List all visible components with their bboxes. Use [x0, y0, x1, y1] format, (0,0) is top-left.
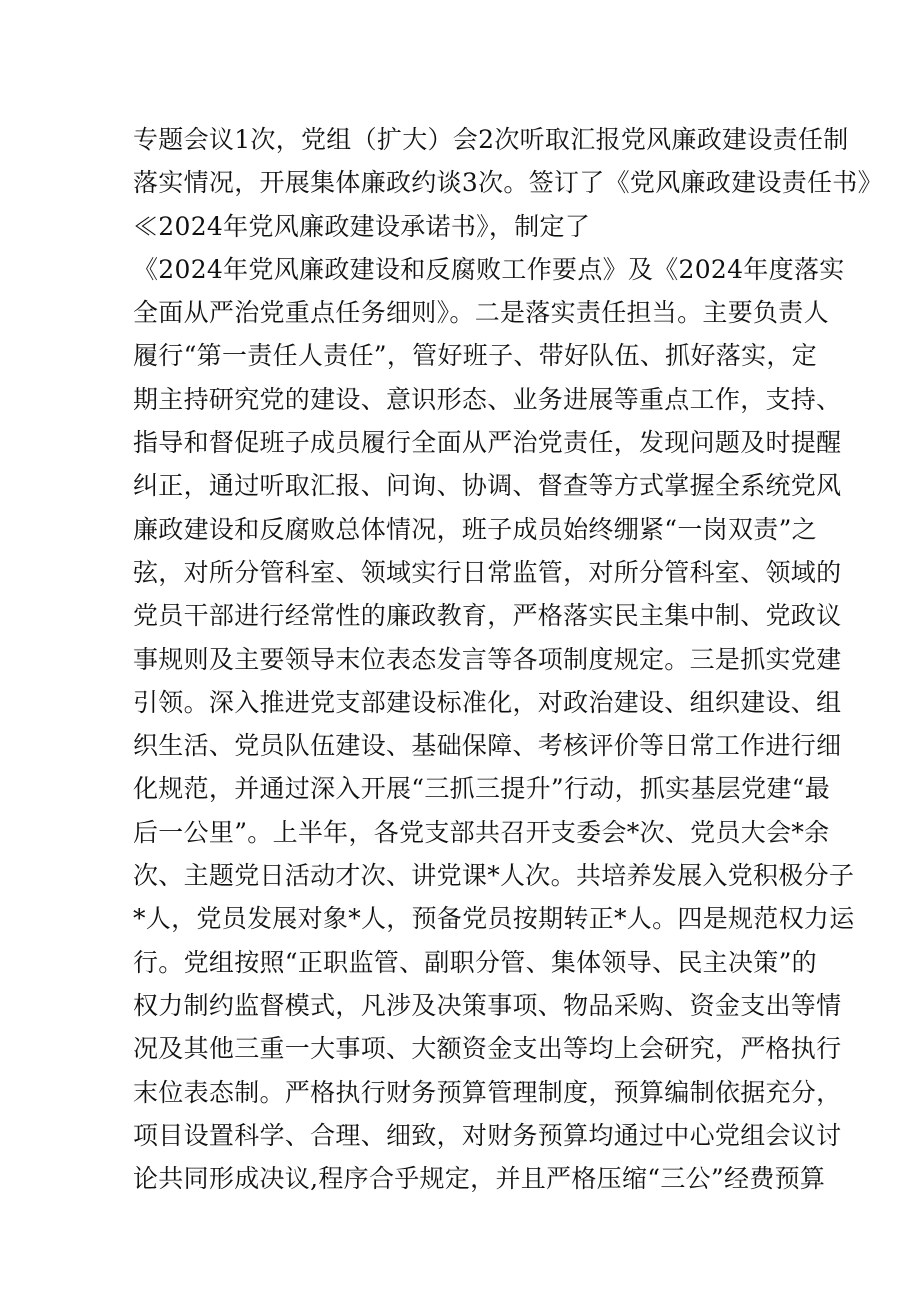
- text-line-18: 次、主题党日活动才次、讲党课*人次。共培养发展入党积极分子: [133, 861, 855, 891]
- text-line-23: 末位表态制。严格执行财务预算管理制度，预算编制依据充分，: [133, 1077, 842, 1107]
- text-line-12: 党员干部进行经常性的廉政教育，严格落实民主集中制、党政议: [133, 601, 842, 631]
- text-line-2: 落实情况，开展集体廉政约谈3次。签订了《党风廉政建设责任书》: [133, 168, 883, 198]
- text-line-20: 行。党组按照“正职监管、副职分管、集体领导、民主决策”的: [133, 947, 817, 977]
- text-line-6: 履行“第一责任人责任”，管好班子、带好队伍、抓好落实，定: [133, 341, 817, 371]
- text-line-1: 专题会议1次，党组（扩大）会2次听取汇报党风廉政建设责任制: [133, 125, 849, 154]
- text-line-21: 权力制约监督模式，凡涉及决策事项、物品采购、资金支出等情: [133, 990, 842, 1020]
- text-line-8: 指导和督促班子成员履行全面从严治党责任，发现问题及时提醒: [133, 428, 842, 458]
- text-line-15: 织生活、党员队伍建设、基础保障、考核评价等日常工作进行细: [133, 731, 842, 761]
- text-line-5: 全面从严治党重点任务细则》。二是落实责任担当。主要负责人: [133, 298, 829, 328]
- text-line-10: 廉政建设和反腐败总体情况，班子成员始终绷紧“一岗双责”之: [133, 514, 817, 544]
- text-line-11: 弦，对所分管科室、领域实行日常监管，对所分管科室、领域的: [133, 557, 842, 587]
- body-text: [133, 118, 883, 1200]
- text-line-16: 化规范，并通过深入开展“三抓三提升”行动，抓实基层党建“最: [133, 774, 831, 804]
- text-line-22: 况及其他三重一大事项、大额资金支出等均上会研究，严格执行: [133, 1034, 842, 1064]
- text-line-19: *人，党员发展对象*人，预备党员按期转正*人。四是规范权力运: [133, 904, 855, 934]
- text-line-4: 《2024年党风廉政建设和反腐败工作要点》及《2024年度落实: [133, 254, 845, 284]
- text-line-13: 事规则及主要领导末位表态发言等各项制度规定。三是抓实党建: [133, 644, 842, 674]
- text-line-17: 后一公里”。上半年，各党支部共召开支委会*次、党员大会*余: [133, 817, 830, 847]
- text-line-9: 纠正，通过听取汇报、问询、协调、督查等方式掌握全系统党风: [133, 471, 842, 501]
- text-line-7: 期主持研究党的建设、意识形态、业务进展等重点工作，支持、: [133, 384, 842, 414]
- text-line-24: 项目设置科学、合理、细致，对财务预算均通过中心党组会议讨: [133, 1120, 842, 1150]
- text-line-14: 引领。深入推进党支部建设标准化，对政治建设、组织建设、组: [133, 687, 842, 717]
- text-line-3: ≪2024年党风廉政建设承诺书》，制定了: [133, 211, 591, 241]
- text-line-25: 论共同形成决议,程序合乎规定，并且严格压缩“三公”经费预算: [133, 1164, 826, 1194]
